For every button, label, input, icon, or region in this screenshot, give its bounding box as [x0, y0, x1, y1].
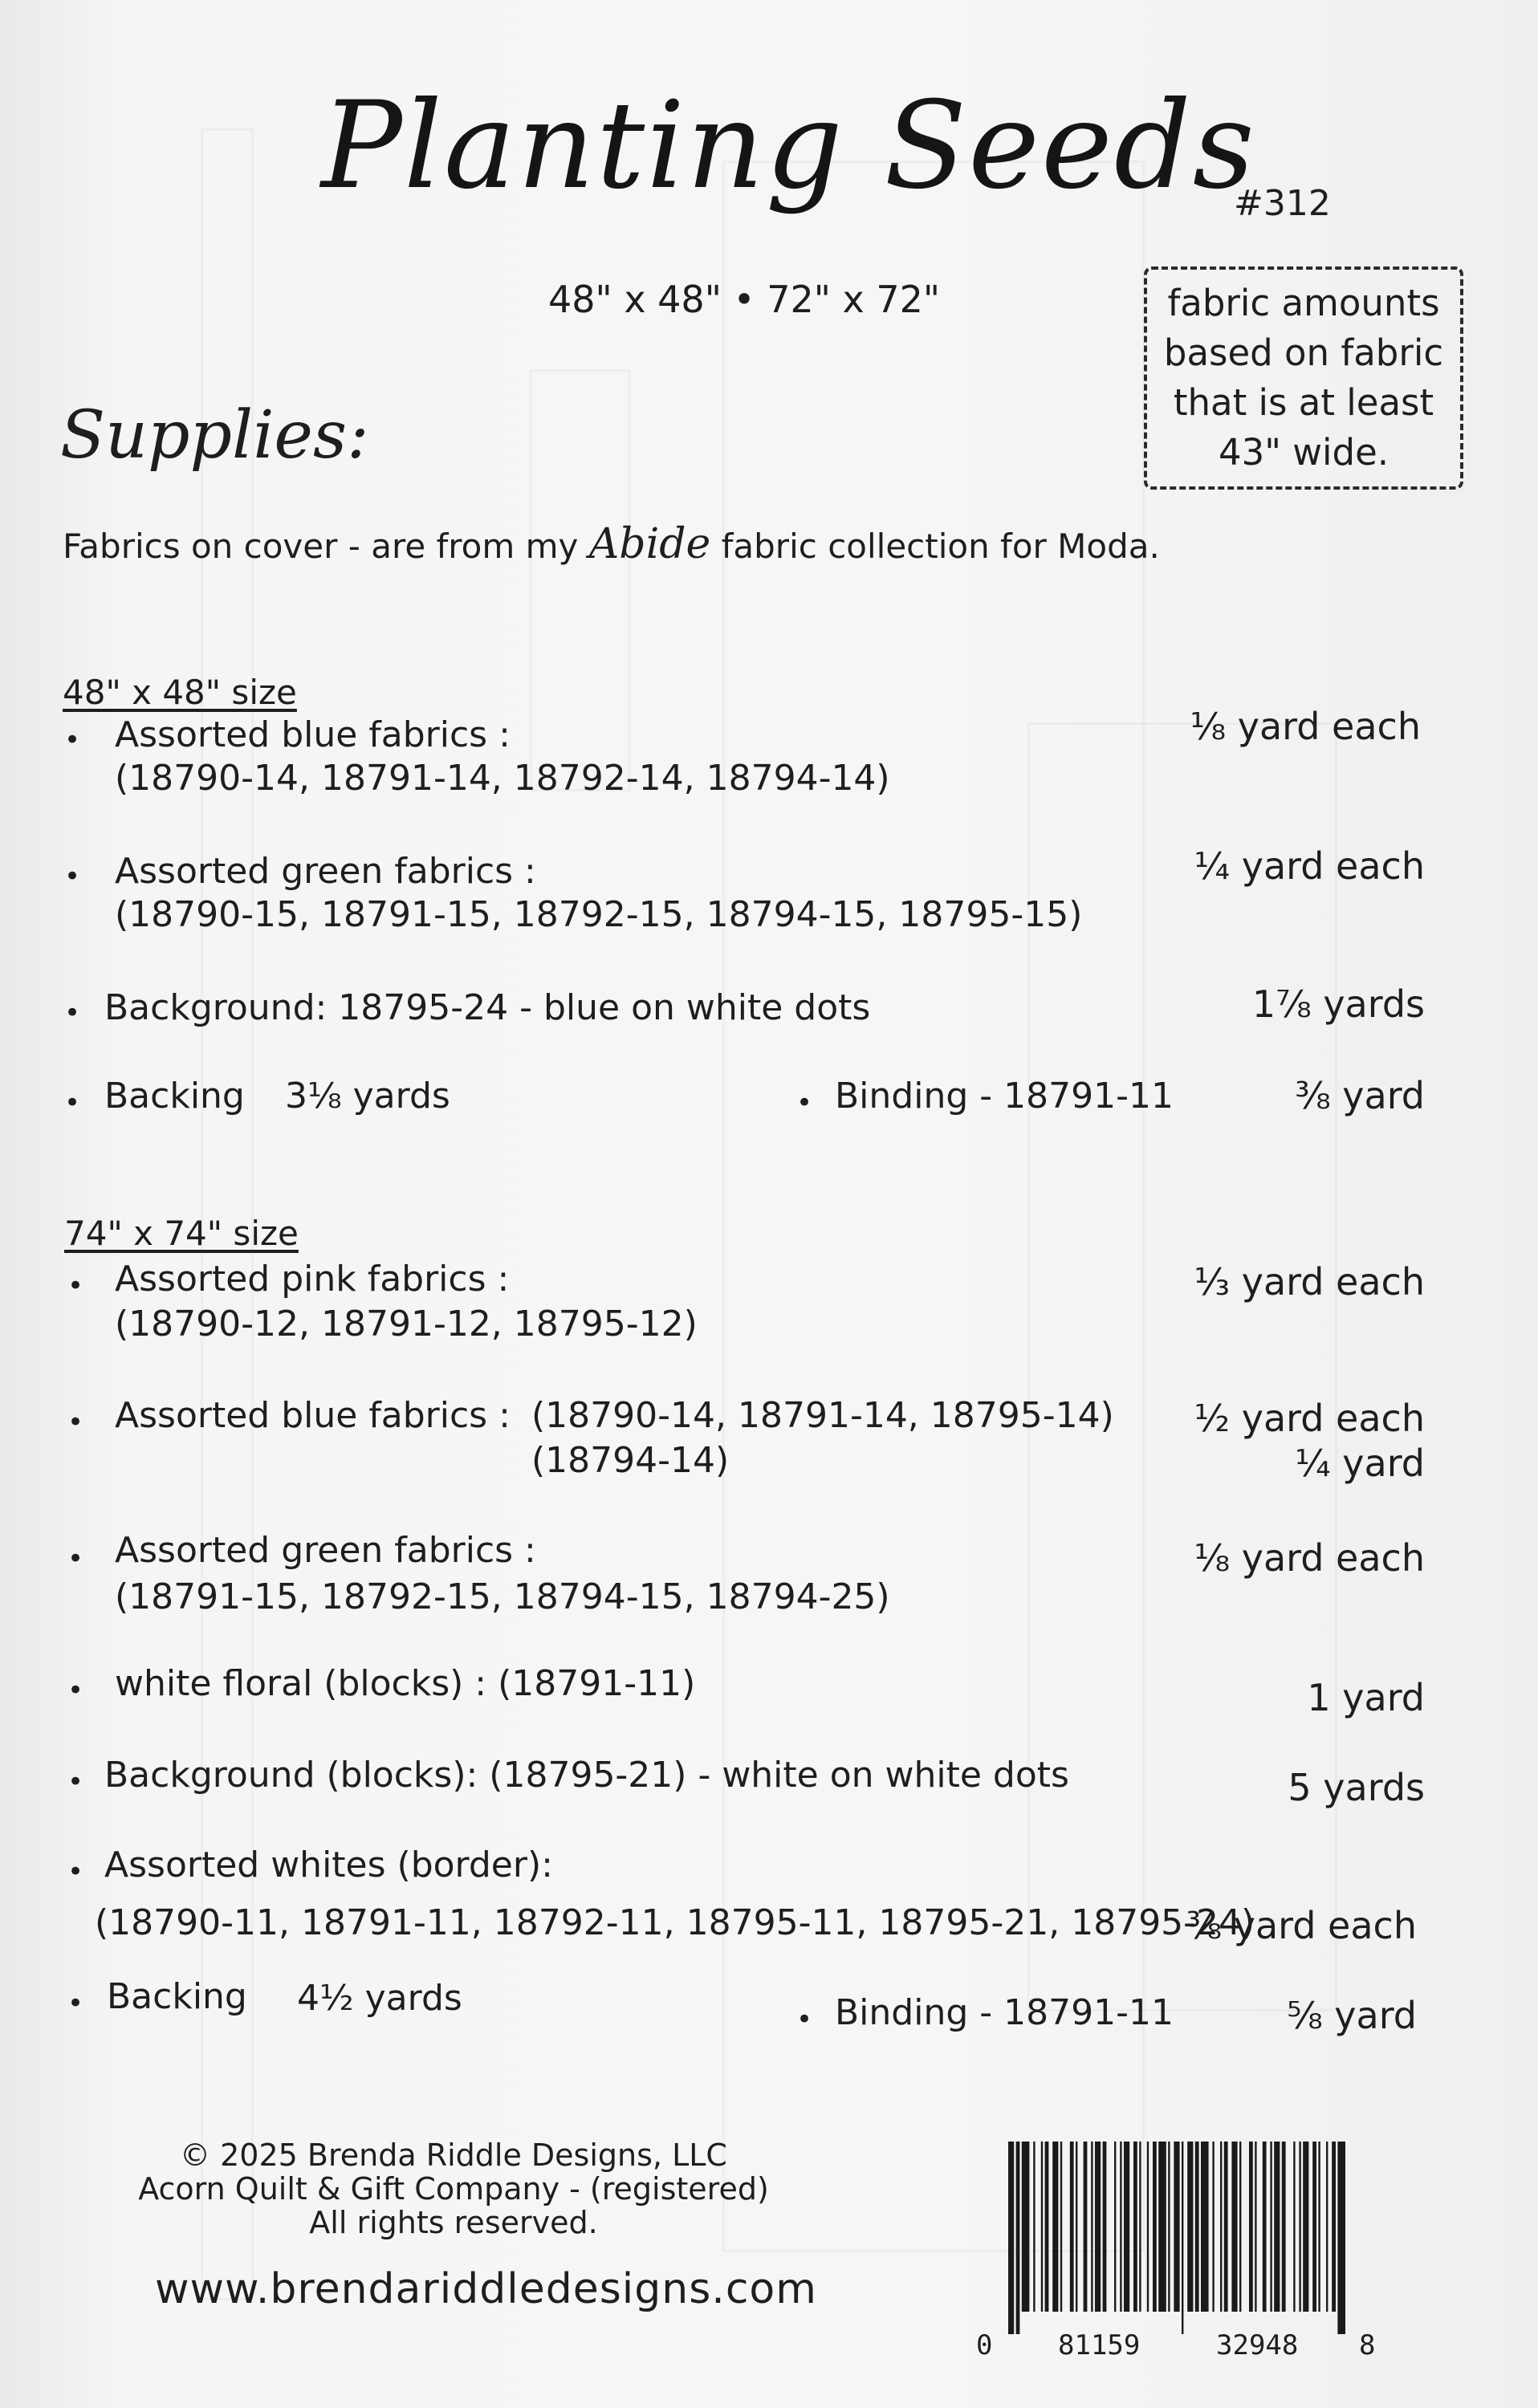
small-backing-amount: 3⅛ yards	[285, 1076, 450, 1117]
large-green-label: Assorted green fabrics :	[115, 1530, 536, 1571]
large-whites-amount: ⅜ yard each	[1186, 1904, 1417, 1947]
large-floral-amount: 1 yard	[1307, 1676, 1425, 1719]
barcode-bar	[1139, 2142, 1141, 2312]
large-blue-codes-1: (18790-14, 18791-14, 18795-14)	[531, 1395, 1114, 1436]
small-background-amount: 1⅞ yards	[1251, 982, 1425, 1026]
barcode-bar	[1124, 2142, 1129, 2312]
collection-name: Abide	[588, 520, 711, 568]
small-binding-amount: ⅜ yard	[1295, 1074, 1425, 1117]
barcode-bar	[1201, 2142, 1209, 2312]
barcode-bar	[1084, 2142, 1088, 2312]
bullet: •	[64, 1087, 81, 1119]
quilt-sizes: 48" x 48" • 72" x 72"	[548, 278, 941, 321]
large-blue-amount-2: ¼ yard	[1295, 1442, 1425, 1485]
small-blue-codes: (18790-14, 18791-14, 18792-14, 18794-14)	[115, 758, 890, 799]
barcode-bar	[1114, 2142, 1116, 2312]
barcode-bar	[1168, 2142, 1170, 2312]
intro-line	[63, 520, 1160, 568]
supplies-heading: Supplies:	[60, 397, 369, 474]
bullet: •	[64, 724, 81, 756]
intro-before: Fabrics on cover - are from my	[63, 527, 579, 566]
small-blue-amount: ⅛ yard each	[1190, 705, 1421, 748]
barcode-bar	[1293, 2142, 1295, 2312]
barcode-bar	[1041, 2142, 1043, 2312]
website-link[interactable]: www.brendariddledesigns.com	[155, 2265, 817, 2313]
barcode-bar	[1303, 2142, 1308, 2312]
barcode-bar	[1052, 2142, 1058, 2312]
large-pink-label: Assorted pink fabrics :	[115, 1259, 510, 1300]
barcode-bar	[1187, 2142, 1193, 2312]
large-binding-label: Binding - 18791-11	[835, 1992, 1174, 2033]
barcode-bar	[1326, 2142, 1328, 2312]
large-pink-codes: (18790-12, 18791-12, 18795-12)	[115, 1304, 698, 1344]
upc-barcode	[1005, 2142, 1350, 2334]
pattern-number: #312	[1234, 183, 1331, 224]
small-backing-label: Backing	[104, 1076, 245, 1117]
barcode-bar	[1158, 2142, 1166, 2312]
barcode-bar	[1299, 2142, 1300, 2312]
barcode-bar	[1220, 2142, 1222, 2312]
large-blue-codes-2: (18794-14)	[531, 1440, 730, 1481]
barcode-bar	[1270, 2142, 1271, 2312]
barcode-bar	[1022, 2142, 1030, 2312]
barcode-bar	[1182, 2142, 1183, 2334]
barcode-bar	[1060, 2142, 1062, 2312]
small-binding-label: Binding - 18791-11	[835, 1076, 1174, 1117]
barcode-bar	[1312, 2142, 1316, 2312]
fabric-width-note-text: fabric amounts based on fabric that is at least 43" wide.	[1163, 282, 1444, 474]
barcode-bar	[1255, 2142, 1256, 2312]
barcode-bar	[1153, 2142, 1157, 2312]
section-heading-large: 74" x 74" size	[64, 1214, 299, 1253]
barcode-bar	[1318, 2142, 1320, 2312]
large-blue-amount-1: ½ yard each	[1194, 1397, 1425, 1440]
copyright-block	[120, 2138, 787, 2239]
bullet: •	[64, 860, 81, 893]
bullet: •	[67, 1674, 84, 1706]
bullet: •	[67, 1543, 84, 1575]
barcode-bar	[1263, 2142, 1267, 2312]
barcode-group-1: 81159	[1058, 2329, 1141, 2361]
barcode-bar	[1282, 2142, 1286, 2312]
rights-line: All rights reserved.	[309, 2205, 598, 2240]
large-floral-label: white floral (blocks) : (18791-11)	[115, 1663, 696, 1704]
large-green-codes: (18791-15, 18792-15, 18794-15, 18794-25)	[115, 1576, 890, 1617]
bullet: •	[67, 1766, 84, 1798]
barcode-bar	[1337, 2142, 1345, 2334]
large-green-amount: ⅛ yard each	[1194, 1536, 1425, 1580]
background-ghost-block	[530, 369, 631, 791]
barcode-bar	[1133, 2142, 1137, 2312]
bullet: •	[67, 1406, 84, 1438]
barcode-bar	[1120, 2142, 1121, 2312]
barcode-bar	[1174, 2142, 1179, 2312]
barcode-bar	[1212, 2142, 1214, 2312]
barcode-bar	[1231, 2142, 1237, 2312]
small-background-label: Background: 18795-24 - blue on white dots	[104, 987, 871, 1028]
barcode-bar	[1249, 2142, 1253, 2312]
barcode-bar	[1103, 2142, 1107, 2312]
small-green-label: Assorted green fabrics :	[115, 851, 536, 892]
barcode-bar	[1224, 2142, 1228, 2312]
barcode-bar	[1008, 2142, 1014, 2334]
small-blue-label: Assorted blue fabrics :	[115, 714, 511, 755]
bullet: •	[67, 1856, 84, 1888]
large-whites-codes: (18790-11, 18791-11, 18792-11, 18795-11, 18795-21, 18795-24)	[95, 1902, 1255, 1943]
bullet: •	[67, 1987, 84, 2020]
section-heading-small: 48" x 48" size	[63, 673, 297, 712]
bullet: •	[796, 2003, 813, 2036]
fabric-width-note	[1144, 266, 1463, 490]
intro-after: fabric collection for Moda.	[721, 527, 1160, 566]
barcode-bar	[1033, 2142, 1035, 2312]
bullet: •	[64, 997, 81, 1029]
barcode-bar	[1195, 2142, 1199, 2312]
bullet: •	[67, 1270, 84, 1302]
barcode-digit-last: 8	[1359, 2329, 1376, 2361]
trademark-line: Acorn Quilt & Gift Company - (registered)	[138, 2171, 769, 2207]
small-green-amount: ¼ yard each	[1194, 844, 1425, 888]
barcode-bar	[1147, 2142, 1149, 2312]
pattern-title: Planting Seeds	[321, 76, 1256, 216]
barcode-bar	[1070, 2142, 1074, 2312]
barcode-group-2: 32948	[1216, 2329, 1299, 2361]
barcode-bar	[1091, 2142, 1092, 2312]
barcode-bar	[1239, 2142, 1241, 2312]
large-pink-amount: ⅓ yard each	[1194, 1260, 1425, 1304]
barcode-bar	[1045, 2142, 1049, 2312]
large-blue-label: Assorted blue fabrics :	[115, 1395, 511, 1436]
barcode-bar	[1095, 2142, 1101, 2312]
bullet: •	[796, 1087, 813, 1119]
large-backing-label: Backing	[107, 1976, 247, 2017]
barcode-bar	[1274, 2142, 1280, 2312]
large-background-label: Background (blocks): (18795-21) - white on white dots	[104, 1755, 1069, 1796]
barcode-bar	[1332, 2142, 1336, 2312]
large-binding-amount: ⅝ yard	[1287, 1994, 1417, 2037]
small-green-codes: (18790-15, 18791-15, 18792-15, 18794-15, 18795-15)	[115, 894, 1083, 935]
large-whites-label: Assorted whites (border):	[104, 1845, 553, 1885]
barcode-bar	[1016, 2142, 1020, 2334]
barcode-digit-first: 0	[976, 2329, 993, 2361]
copyright-line: © 2025 Brenda Riddle Designs, LLC	[180, 2138, 727, 2173]
large-background-amount: 5 yards	[1288, 1766, 1425, 1809]
barcode-bars	[1005, 2142, 1350, 2334]
barcode-bar	[1076, 2142, 1077, 2312]
large-backing-amount: 4½ yards	[297, 1978, 462, 2019]
